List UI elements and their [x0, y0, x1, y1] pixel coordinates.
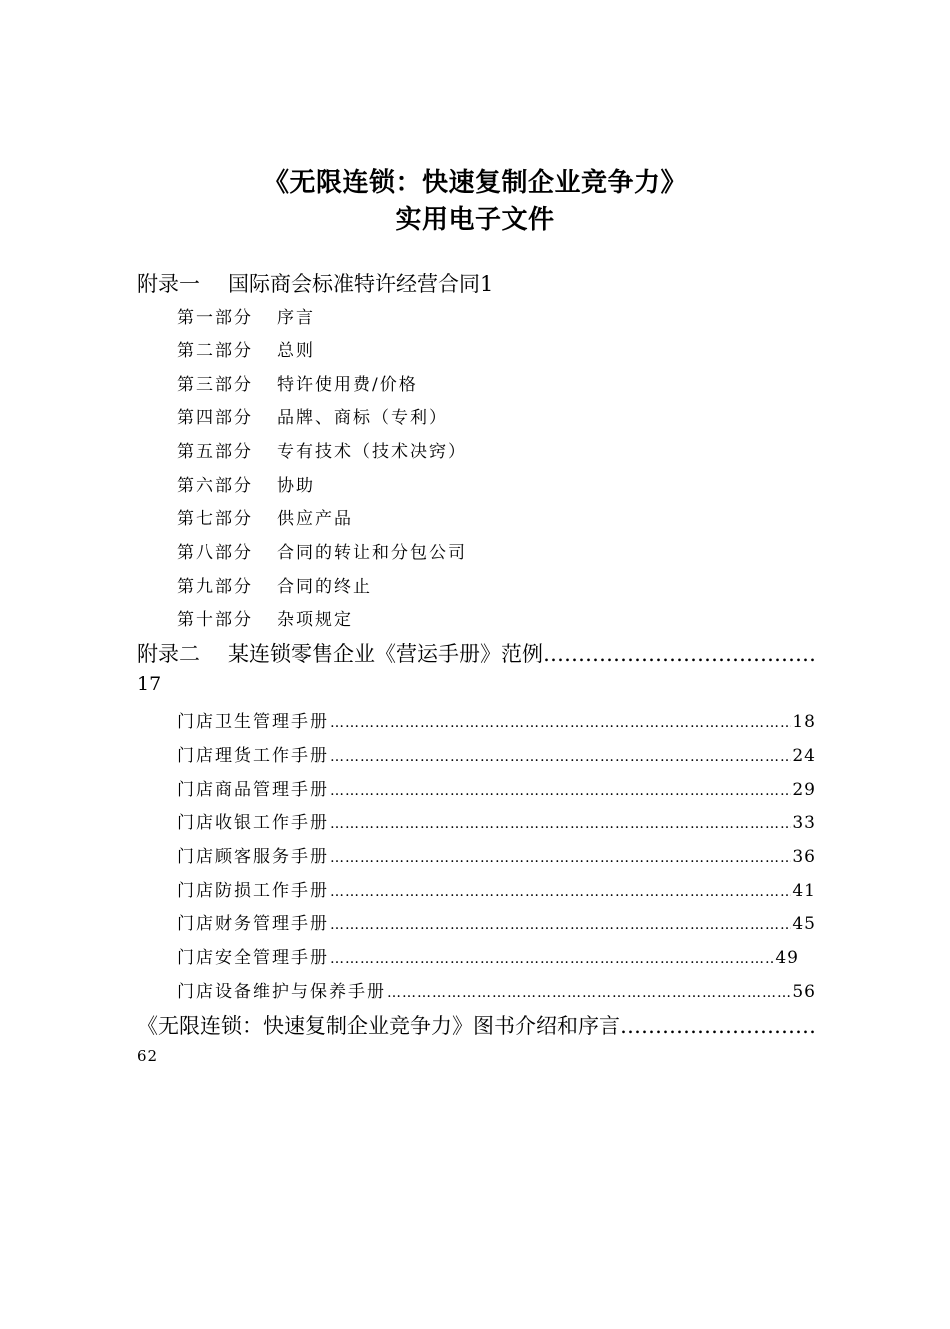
part-label: 第十部分: [177, 610, 253, 630]
appendix-1-heading: [137, 268, 493, 298]
manual-title: 门店收银工作手册: [177, 813, 329, 833]
toc-part: [177, 403, 448, 428]
toc-part: [177, 605, 353, 630]
manual-page: 56: [792, 982, 816, 1002]
toc-manual: [177, 977, 816, 1002]
toc-part: [177, 538, 467, 563]
part-label: 第一部分: [177, 308, 253, 328]
toc-manual: [177, 842, 816, 867]
manual-title: 门店顾客服务手册: [177, 847, 329, 867]
toc-manual: [177, 707, 816, 732]
dot-leader: [330, 850, 791, 866]
manual-title: 门店财务管理手册: [177, 914, 329, 934]
part-label: 第二部分: [177, 341, 253, 361]
manual-page: 41: [792, 881, 816, 901]
appendix-1-label: 附录一: [137, 272, 200, 296]
part-title: 序言: [277, 308, 315, 328]
dot-leader: [330, 816, 791, 832]
dot-leader: [620, 1014, 817, 1038]
toc-part: [177, 336, 315, 361]
dot-leader: [330, 951, 774, 967]
manual-page: 29: [792, 780, 816, 800]
toc-part: [177, 471, 315, 496]
book-intro-title: 《无限连锁：快速复制企业竞争力》图书介绍和序言: [137, 1014, 620, 1038]
part-title: 供应产品: [277, 509, 353, 529]
toc-part: [177, 370, 418, 395]
book-intro-page: 62: [137, 1047, 159, 1065]
manual-page: 18: [792, 712, 816, 732]
manual-page: 33: [792, 813, 816, 833]
part-label: 第五部分: [177, 442, 253, 462]
appendix-1-title: 国际商会标准特许经营合同1: [228, 272, 494, 296]
dot-leader: [387, 985, 791, 1001]
appendix-2-label: 附录二: [137, 642, 200, 666]
manual-page: 49: [775, 948, 799, 968]
part-title: 合同的终止: [277, 577, 372, 597]
dot-leader: [330, 715, 791, 731]
part-label: 第六部分: [177, 476, 253, 496]
book-intro-heading: [137, 1010, 817, 1040]
part-title: 专有技术（技术决窍）: [277, 442, 467, 462]
document-title: 《无限连锁：快速复制企业竞争力》: [262, 168, 687, 198]
part-label: 第九部分: [177, 577, 253, 597]
toc-part: [177, 504, 353, 529]
toc-part: [177, 572, 372, 597]
toc-manual: [177, 808, 816, 833]
appendix-2-heading: [137, 638, 817, 668]
dot-leader: [330, 917, 791, 933]
manual-title: 门店设备维护与保养手册: [177, 982, 386, 1002]
manual-title: 门店防损工作手册: [177, 881, 329, 901]
part-label: 第七部分: [177, 509, 253, 529]
appendix-2-page: 17: [137, 673, 162, 695]
dot-leader: [330, 783, 791, 799]
part-label: 第八部分: [177, 543, 253, 563]
toc-part: [177, 437, 467, 462]
manual-page: 24: [792, 746, 816, 766]
part-title: 合同的转让和分包公司: [277, 543, 467, 563]
part-label: 第四部分: [177, 408, 253, 428]
toc-part: [177, 303, 315, 328]
toc-manual: [177, 876, 816, 901]
toc-manual: [177, 943, 799, 968]
part-title: 协助: [277, 476, 315, 496]
part-label: 第三部分: [177, 375, 253, 395]
toc-manual: [177, 775, 816, 800]
part-title: 特许使用费/价格: [277, 375, 418, 395]
appendix-2-title: 某连锁零售企业《营运手册》范例: [228, 642, 543, 666]
dot-leader: [543, 642, 817, 666]
part-title: 杂项规定: [277, 610, 353, 630]
part-title: 品牌、商标（专利）: [277, 408, 448, 428]
manual-page: 45: [792, 914, 816, 934]
manual-title: 门店卫生管理手册: [177, 712, 329, 732]
toc-manual: [177, 909, 816, 934]
manual-title: 门店商品管理手册: [177, 780, 329, 800]
manual-title: 门店理货工作手册: [177, 746, 329, 766]
part-title: 总则: [277, 341, 315, 361]
manual-page: 36: [792, 847, 816, 867]
toc-manual: [177, 741, 816, 766]
dot-leader: [330, 884, 791, 900]
manual-title: 门店安全管理手册: [177, 948, 329, 968]
dot-leader: [330, 749, 791, 765]
document-subtitle: 实用电子文件: [395, 205, 555, 235]
